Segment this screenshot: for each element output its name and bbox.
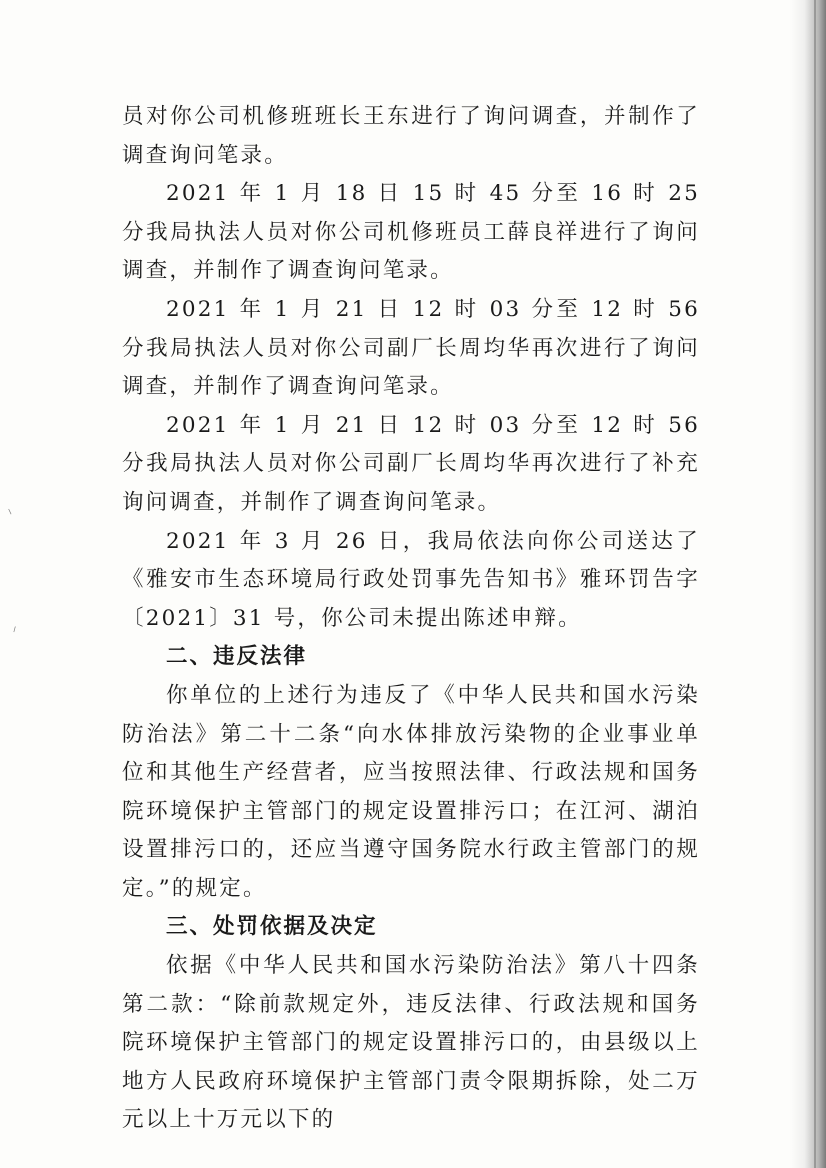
section-heading-violation: 二、违反法律 [166, 644, 308, 670]
section-heading-penalty-basis: 三、处罚依据及决定 [166, 914, 378, 940]
scan-edge-line [814, 0, 816, 1168]
scan-artifact-mark: ⸜ [5, 501, 17, 517]
scan-edge-shadow [790, 0, 826, 1168]
paragraph-violation: 你单位的上述行为违反了《中华人民共和国水污染防治法》第二十二条“向水体排放污染物的企业事业单位和其他生产经营者，应当按照法律、行政法规和国务院环境保护主管部门的规定设置排污口；在江河、湖泊设置排污口的，还应当遵守国务院水行政主管部门的规定。”的规定。 [122, 682, 700, 901]
paragraph-supplementary-inquiry: 2021 年 1 月 21 日 12 时 03 分至 12 时 56 分我局执法人员对你公司副厂长周均华再次进行了补充询问调查，并制作了调查询问笔录。 [122, 412, 700, 515]
paragraph-inquiry-xue: 2021 年 1 月 18 日 15 时 45 分至 16 时 25 分我局执法人员对你公司机修班员工薛良祥进行了询问调查，并制作了调查询问笔录。 [122, 181, 700, 284]
paragraph-prior-notice: 2021 年 3 月 26 日，我局依法向你公司送达了《雅安市生态环境局行政处罚事先告知书》雅环罚告字〔2021〕31 号，你公司未提出陈述申辩。 [122, 528, 700, 631]
paragraph-inquiry-zhou: 2021 年 1 月 21 日 12 时 03 分至 12 时 56 分我局执法人员对你公司副厂长周均华再次进行了询问调查，并制作了调查询问笔录。 [122, 296, 700, 400]
paragraph-penalty-basis: 依据《中华人民共和国水污染防治法》第八十四条第二款：“除前款规定外，违反法律、行政法规和国务院环境保护主管部门的规定设置排污口的，由县级以上地方人民政府环境保护主管部门责令限期拆除，处二万元以上十万元以下的 [122, 953, 700, 1133]
scan-artifact-mark: ⸝ [7, 619, 20, 635]
document-body [122, 98, 700, 1140]
paragraph-continuation: 员对你公司机修班班长王东进行了询问调查，并制作了调查询问笔录。 [122, 104, 700, 168]
